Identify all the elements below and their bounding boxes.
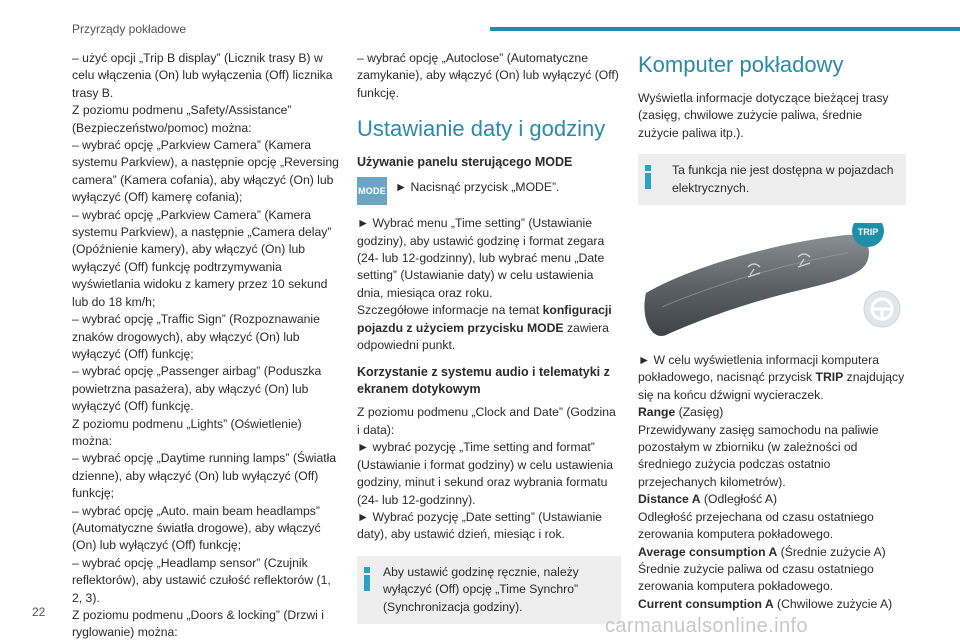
- paragraph: ► Wybrać pozycję „Date setting” (Ustawianie daty), aby ustawić dzień, miesiąc i rok.: [357, 509, 602, 542]
- info-box: [357, 556, 621, 624]
- paragraph: – wybrać opcję „Daytime running lamps” (Światła dzienne), aby włączyć (On) lub wyłączyć (Off) funkcję;: [72, 451, 337, 501]
- page-number: 22: [32, 605, 46, 619]
- mode-step-row: [357, 177, 621, 205]
- text-run: znajdujący się na końcu dźwigni wycieraczek.: [638, 370, 905, 402]
- term-title: Current consumption A: [638, 596, 774, 611]
- paragraph: – wybrać opcję „Parkview Camera” (Kamera systemu Parkview), a następnie „Camera delay” (Opóźnienie kamery), aby włączyć (On) lub wyłączyć (Off) funkcję podtrzymywania wyświetlania widoku z kamery przez 10 sekund lub do 18 km/h;: [72, 207, 332, 309]
- term-title: Range: [638, 405, 676, 420]
- term-title: Distance A: [638, 492, 701, 507]
- paragraph: – użyć opcji „Trip B display” (Licznik trasy B) w celu włączenia (On) lub wyłączenia (Off) licznika trasy B.: [72, 51, 333, 100]
- paragraph: Przewidywany zasięg samochodu na paliwie pozostałym w zbiorniku (w zależności od średniego zużycia podczas ostatnio przejechanych kilometrów).: [638, 422, 879, 489]
- text-run: zawiera odpowiedni punkt.: [357, 320, 609, 353]
- wiper-stalk-icon: [638, 223, 906, 341]
- subheading-touchscreen: Korzystanie z systemu audio i telematyki z ekranem dotykowym: [357, 365, 610, 397]
- text-run-bold: TRIP: [815, 370, 844, 385]
- info-text: Ta funkcja nie jest dostępna w pojazdach elektrycznych.: [672, 163, 894, 195]
- paragraph: Średnie zużycie paliwa od czasu ostatniego zerowania komputera pokładowego.: [638, 561, 874, 594]
- page-header-title: Przyrządy pokładowe: [72, 22, 187, 36]
- text-run-bold: konfiguracji pojazdu z użyciem przycisku MODE: [357, 303, 612, 335]
- term-current: [638, 596, 906, 613]
- text-run: ► W celu wyświetlenia informacji komputera pokładowego, nacisnąć przycisk: [638, 353, 879, 385]
- term-title: Average consumption A: [638, 544, 778, 559]
- section-title-trip-computer: Komputer pokładowy: [638, 52, 844, 77]
- info-text: Aby ustawić godzinę ręcznie, należy wyłączyć (Off) opcję „Time Synchro” (Synchronizacja godziny).: [383, 564, 579, 614]
- paragraph: – wybrać opcję „Autoclose” (Automatyczne zamykanie), aby włączyć (On) lub wyłączyć (Off) funkcję.: [357, 51, 619, 100]
- paragraph: – wybrać opcję „Parkview Camera” (Kamera systemu Parkview), a następnie opcję „Reversing camera” (Kamera cofania), aby włączyć (On) lub wyłączyć (Off) kamerę cofania);: [72, 138, 339, 205]
- term-subtitle: (Średnie zużycie A): [777, 544, 886, 559]
- info-icon: [645, 165, 651, 189]
- paragraph: Z poziomu podmenu „Lights” (Oświetlenie) można:: [72, 416, 302, 448]
- paragraph: [357, 302, 621, 354]
- mode-button-icon: MODE: [357, 177, 387, 205]
- paragraph: ► Wybrać menu „Time setting” (Ustawianie godziny), aby ustawić godzinę i format zegara (24- lub 12-godzinny), lub wybrać menu „Date setting” (Ustawianie daty) w celu ustawienia dnia, miesiąca oraz roku.: [357, 216, 605, 300]
- paragraph: Wyświetla informacje dotyczące bieżącej trasy (zasięg, chwilowe zużycie paliwa, średnie zużycie paliwa itp.).: [638, 91, 889, 140]
- paragraph: – wybrać opcję „Headlamp sensor” (Czujnik reflektorów), aby ustawić czułość reflektorów (1, 2, 3).: [72, 555, 331, 605]
- watermark: carmanualsonline.info: [605, 615, 808, 637]
- term-distance: [638, 491, 906, 508]
- column-right: [638, 50, 906, 613]
- column-middle: [357, 50, 621, 624]
- wiper-stalk-illustration: [638, 223, 906, 338]
- term-range: [638, 404, 906, 421]
- info-icon: [364, 567, 370, 591]
- term-subtitle: (Zasięg): [675, 405, 724, 420]
- term-subtitle: (Odległość A): [700, 492, 778, 507]
- paragraph: [638, 352, 906, 404]
- trip-label: TRIP: [857, 227, 879, 238]
- paragraph: – wybrać opcję „Passenger airbag” (Poduszka powietrzna pasażera), aby włączyć (On) lub wyłączyć (Off) funkcję.: [72, 364, 322, 414]
- paragraph: – wybrać opcję „Auto. main beam headlamps” (Automatyczne światła drogowe), aby włączyć (On) lub wyłączyć (Off) funkcję;: [72, 503, 321, 553]
- header-accent-bar: [490, 27, 960, 31]
- paragraph: Z poziomu podmenu „Clock and Date” (Godzina i data):: [357, 405, 616, 437]
- paragraph: Odległość przejechana od czasu ostatniego zerowania komputera pokładowego.: [638, 509, 874, 542]
- section-title-date-time: Ustawianie daty i godziny: [357, 116, 606, 142]
- subheading-mode-panel: Używanie panelu sterującego MODE: [357, 155, 573, 170]
- text-run: Szczegółowe informacje na temat: [357, 303, 543, 318]
- term-average: [638, 544, 906, 561]
- paragraph: ► wybrać pozycję „Time setting and format” (Ustawianie i format godziny) w celu ustawienia godziny, minut i sekund oraz wybrania formatu (24- lub 12-godzinny).: [357, 440, 614, 507]
- info-box: [638, 154, 906, 205]
- paragraph: Z poziomu podmenu „Doors & locking” (Drzwi i ryglowanie) można:: [72, 608, 324, 640]
- term-subtitle: (Chwilowe zużycie A): [773, 596, 893, 611]
- paragraph: Z poziomu podmenu „Safety/Assistance” (Bezpieczeństwo/pomoc) można:: [72, 103, 292, 135]
- paragraph: – wybrać opcję „Traffic Sign” (Rozpoznawanie znaków drogowych), aby włączyć (On) lub wyłączyć (Off) funkcję;: [72, 312, 320, 361]
- mode-step-text: ► Nacisnąć przycisk „MODE”.: [395, 180, 560, 195]
- column-left: [72, 50, 340, 640]
